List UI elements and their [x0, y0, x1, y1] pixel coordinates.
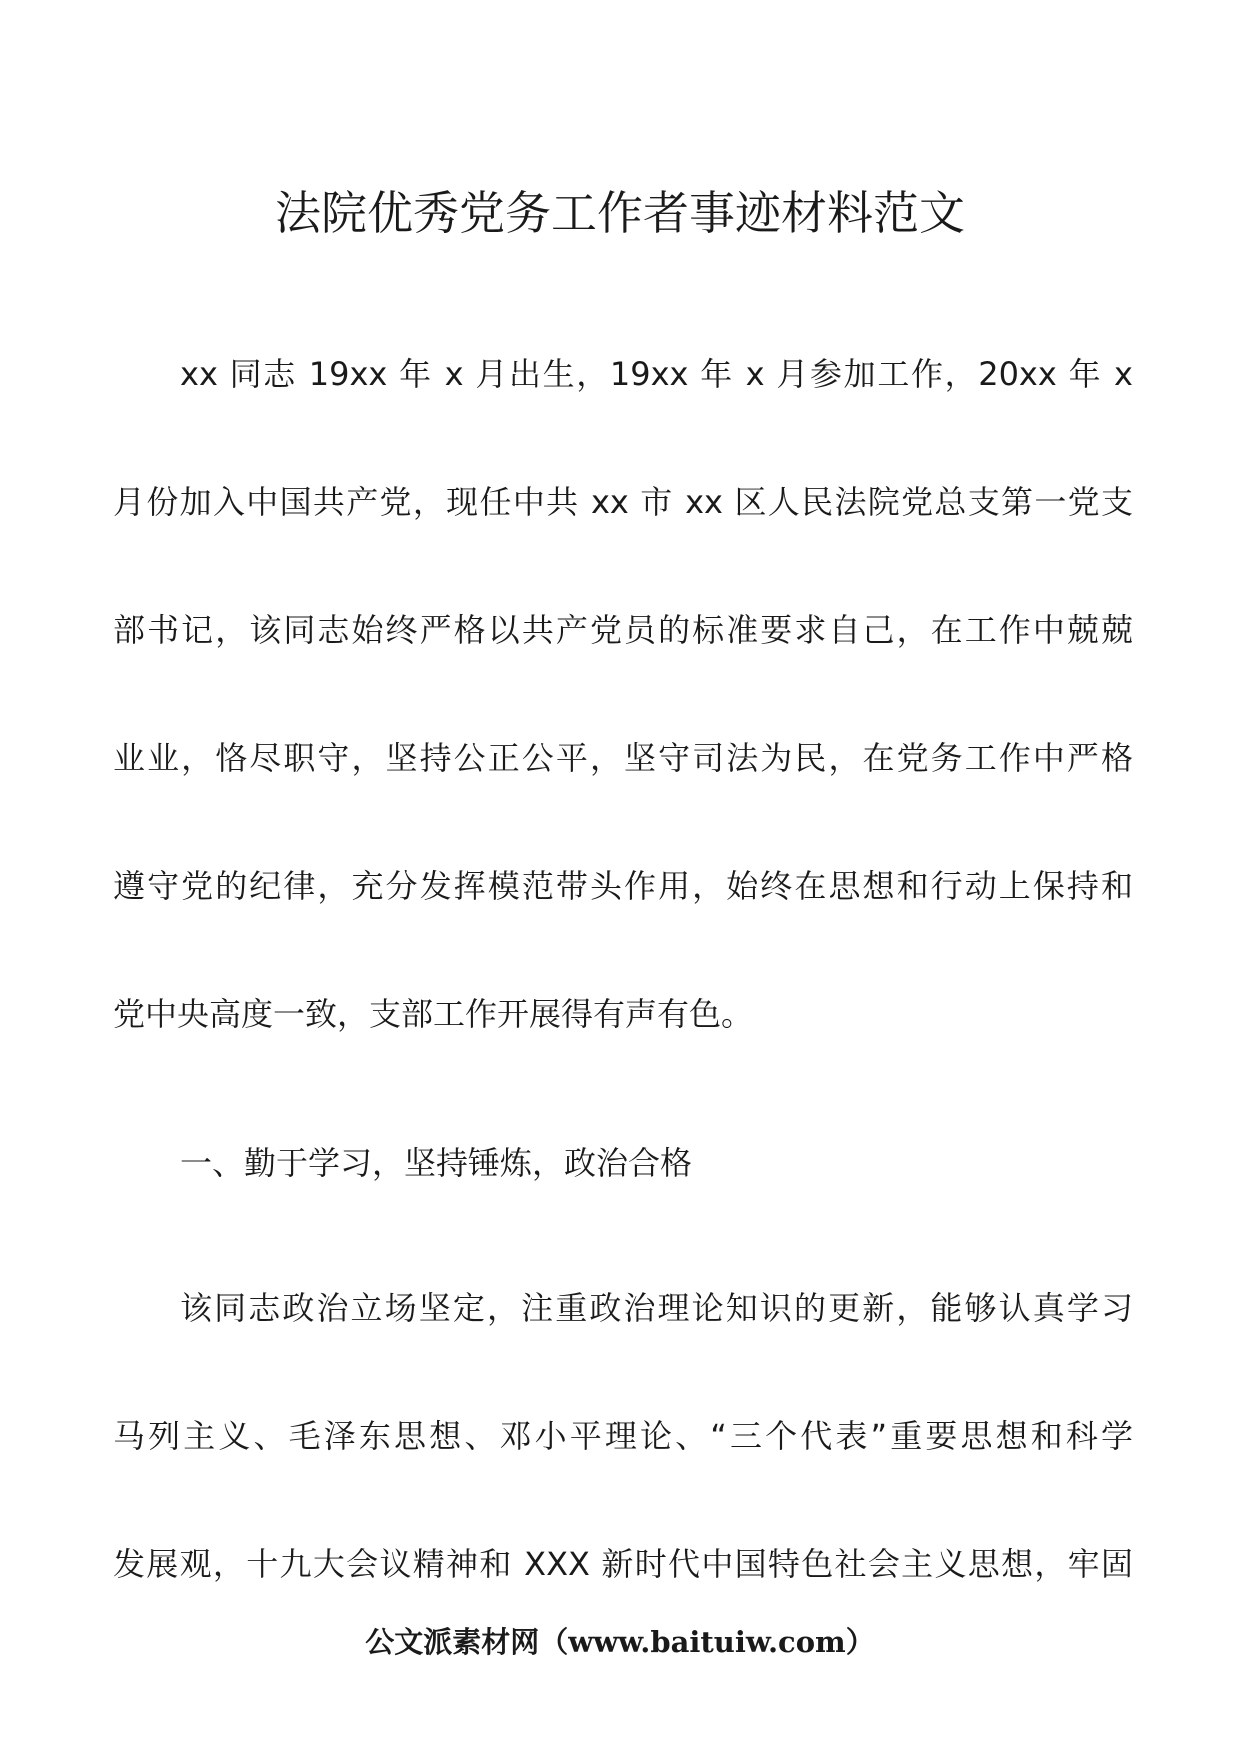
paragraph-1-line-6: 党中央高度一致，支部工作开展得有声有色。: [113, 995, 754, 1033]
paragraph-1-line-3: 部书记，该同志始终严格以共产党员的标准要求自己，在工作中兢兢: [113, 611, 1133, 649]
paragraph-1-line-2: 月份加入中国共产党，现任中共 xx 市 xx 区人民法院党总支第一党支: [113, 483, 1133, 521]
paragraph-1-line-4: 业业，恪尽职守，坚持公正公平，坚守司法为民，在党务工作中严格: [113, 739, 1133, 777]
paragraph-2-line-1: 该同志政治立场坚定，注重政治理论知识的更新，能够认真学习: [180, 1289, 1133, 1327]
footer-watermark: 公文派素材网（www.baituiw.com）: [365, 1625, 875, 1659]
document-title: 法院优秀党务工作者事迹材料范文: [275, 186, 965, 240]
paragraph-1-line-1: xx 同志 19xx 年 x 月出生，19xx 年 x 月参加工作，20xx 年 x: [180, 355, 1133, 393]
paragraph-2-line-2: 马列主义、毛泽东思想、邓小平理论、“三个代表”重要思想和科学: [113, 1417, 1133, 1455]
paragraph-2-line-3: 发展观，十九大会议精神和 XXX 新时代中国特色社会主义思想，牢固: [113, 1545, 1133, 1583]
paragraph-1-line-5: 遵守党的纪律，充分发挥模范带头作用，始终在思想和行动上保持和: [113, 867, 1133, 905]
section-heading-1: 一、勤于学习，坚持锤炼，政治合格: [180, 1144, 693, 1182]
